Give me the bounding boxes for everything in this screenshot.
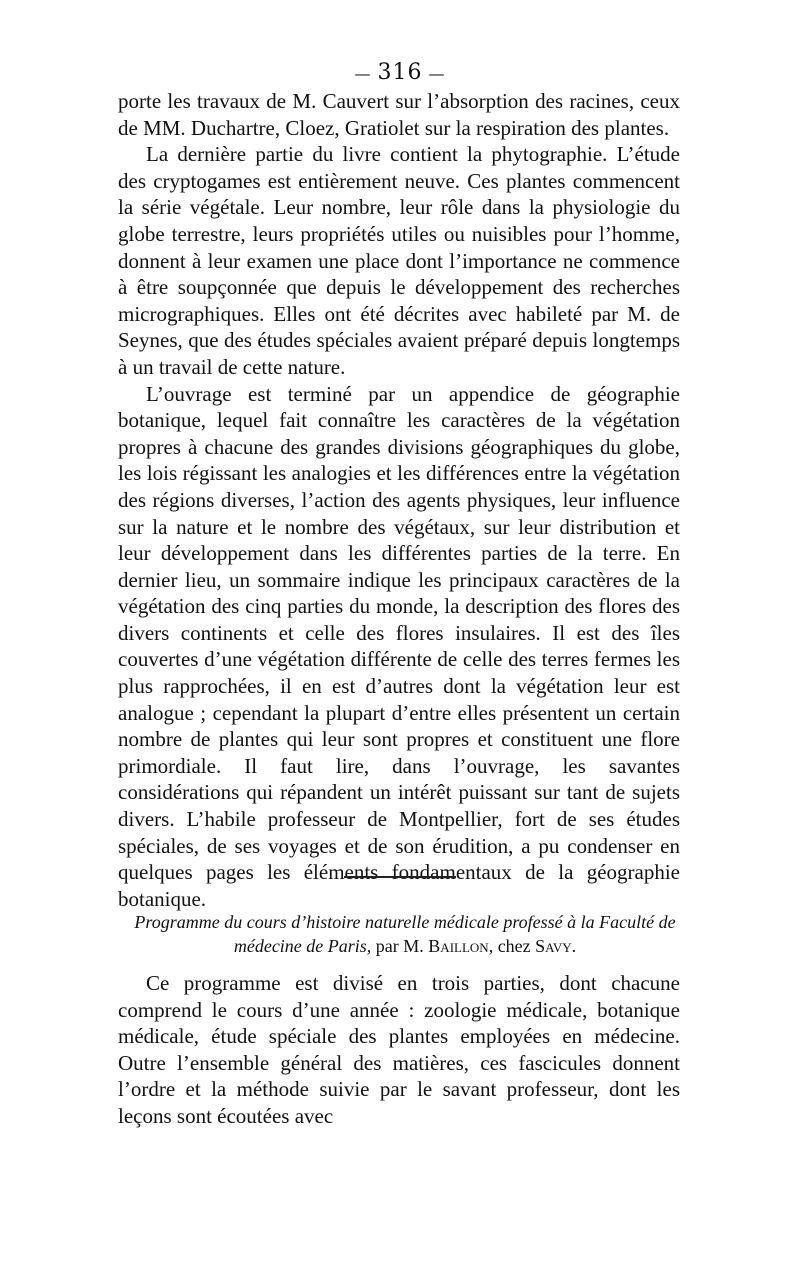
review-heading: [130, 910, 680, 958]
page-number-value: 316: [377, 60, 423, 85]
review-heading-end: .: [571, 936, 577, 956]
page-number: [0, 60, 800, 85]
review-title: Programme du cours d’histoire naturelle médicale professé à la Faculté de médecine de Paris,: [134, 912, 676, 956]
section-divider-rule: [344, 876, 456, 878]
review-paragraph-1: Ce programme est divisé en trois parties, dont chacune comprend le cours d’une année : zoologie médicale, botanique médicale, étude spéciale des plantes employées en médecine. Outre l’ensemble général des matières, ces fascicules donnent l’ordre et la méthode suivie par le savant professeur, dont les leçons sont écoutées avec: [118, 971, 680, 1128]
article-paragraph-1: porte les travaux de M. Cauvert sur l’absorption des racines, ceux de MM. Duchartre, Cloez, Gratiolet sur la respiration des plantes.: [118, 89, 680, 140]
review-author: Baillon: [428, 936, 489, 956]
review-publisher-prefix: , chez: [488, 936, 536, 956]
article-continuation: [118, 88, 680, 912]
review-body: [118, 970, 680, 1130]
page-number-right-dash: —: [428, 63, 446, 83]
review-publisher: Savy: [535, 936, 572, 956]
article-paragraph-3: L’ouvrage est terminé par un appendice de géographie botanique, lequel fait connaître les caractères de la végétation propres à chacune des grandes divisions géographiques du globe, les lois régissant les analogies et les différences entre la végétation des régions diverses, l’action des agents physiques, leur influence sur la nature et le nombre des végétaux, sur leur distribution et leur développement dans les différentes parties de la terre. En dernier lieu, un sommaire indique les principaux caractères de la végétation des cinq parties du monde, la description des flores des divers continents et celle des flores insulaires. Il est des îles couvertes d’une végétation différente de celle des terres fermes les plus rapprochées, il en est d’autres dont la végétation leur est analogue ; cependant la plupart d’entre elles présentent un certain nombre de plantes qui leur sont propres et constituent une flore primordiale. Il faut lire, dans l’ouvrage, les savantes considérations qui répandent un intérêt puissant sur tant de sujets divers. L’habile professeur de Montpellier, fort de ses études spéciales, de ses voyages et de son érudition, a pu condenser en quelques pages les éléments fondamentaux de la géographie botanique.: [118, 381, 680, 911]
article-paragraph-2: La dernière partie du livre contient la phytographie. L’étude des cryptogames est entièrement neuve. Ces plantes commencent la série végétale. Leur nombre, leur rôle dans la physiologie du globe terrestre, leurs propriétés utiles ou nuisibles pour l’homme, donnent à leur examen une place dont l’importance ne commence à être soupçonnée que depuis le développement des recherches micrographiques. Elles ont été décrites avec habileté par M. de Seynes, que des études spéciales avaient préparé depuis longtemps à un travail de cette nature.: [118, 142, 680, 379]
page-number-left-dash: —: [354, 63, 372, 83]
review-by: par M.: [371, 936, 429, 956]
